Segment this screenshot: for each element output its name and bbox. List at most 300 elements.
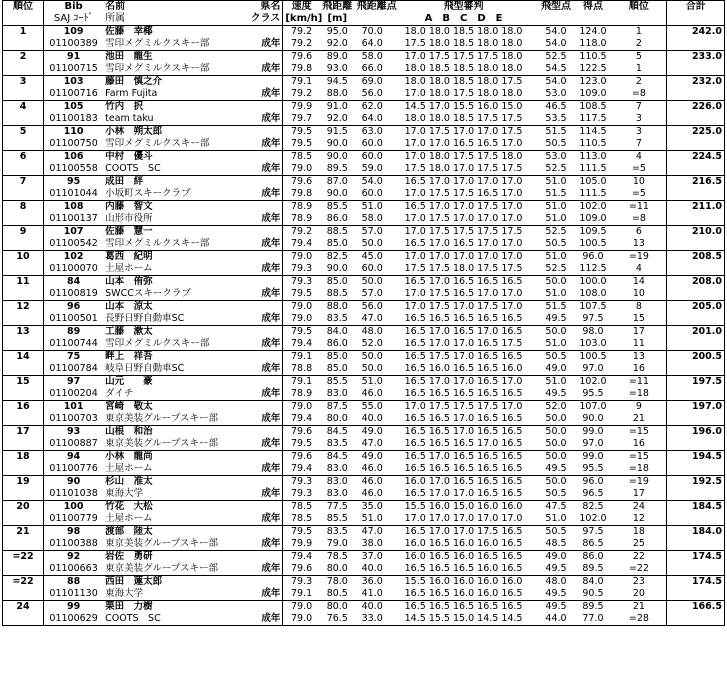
total-cell: 197.5 (667, 376, 725, 389)
rank-cell-empty (3, 588, 44, 601)
rank-cell-empty (3, 263, 44, 276)
speed-cell: 79.9 (283, 101, 320, 114)
athlete-name: 山元 豪 (103, 376, 237, 389)
speed-cell: 79.0 (283, 601, 320, 614)
judge-scores-cell: 16.0 17.0 16.5 16.5 16.5 (390, 476, 538, 489)
round-rank-cell: 15 (611, 313, 666, 326)
rank-cell-empty (3, 388, 44, 401)
bib-cell: 93 (44, 426, 104, 439)
total-cell-empty (667, 238, 725, 251)
saj-code-cell: 01100887 (44, 438, 104, 451)
rank-cell-empty (3, 188, 44, 201)
distance-points-cell: 50.0 (355, 238, 390, 251)
table-header (3, 1, 725, 26)
rank-cell: 21 (3, 526, 44, 539)
distance-points-cell: 58.0 (355, 213, 390, 226)
distance-points-cell: 59.0 (355, 163, 390, 176)
judge-scores-cell: 17.0 17.0 16.5 16.5 17.0 (390, 138, 538, 151)
style-points-cell: 50.5 (538, 488, 575, 501)
style-points-cell: 51.0 (538, 213, 575, 226)
speed-cell: 78.5 (283, 501, 320, 514)
table-row (3, 501, 725, 514)
judge-scores-cell: 17.5 18.0 17.0 17.5 17.5 (390, 163, 538, 176)
table-row (3, 238, 725, 251)
speed-cell: 78.8 (283, 363, 320, 376)
header-name: 名前 (103, 1, 237, 14)
style-points-cell: 52.5 (538, 51, 575, 64)
total-cell-empty (667, 163, 725, 176)
rank-cell-empty (3, 363, 44, 376)
style-points-cell: 52.5 (538, 163, 575, 176)
distance-cell: 83.0 (320, 463, 355, 476)
saj-code-cell: 01100389 (44, 38, 104, 51)
style-points-cell: 49.5 (538, 388, 575, 401)
distance-points-cell: 40.0 (355, 601, 390, 614)
style-points-cell: 51.0 (538, 201, 575, 214)
judge-scores-cell: 16.5 16.5 16.5 16.5 16.5 (390, 463, 538, 476)
header-affiliation: 所属 (103, 13, 237, 26)
total-cell-empty (667, 413, 725, 426)
distance-points-cell: 50.0 (355, 276, 390, 289)
header-speed: 速度 (283, 1, 320, 14)
distance-points-cell: 62.0 (355, 101, 390, 114)
rank-cell: 20 (3, 501, 44, 514)
distance-cell: 88.0 (320, 301, 355, 314)
distance-cell: 78.0 (320, 576, 355, 589)
table-row (3, 451, 725, 464)
pref-cell (237, 276, 283, 289)
team-name: 雪印メグミルクスキー部 (103, 138, 237, 151)
header-bib: Bib (44, 1, 104, 14)
table-row (3, 213, 725, 226)
team-name: 土屋ホーム (103, 263, 237, 276)
score-cell: 84.0 (574, 576, 611, 589)
style-points-cell: 49.5 (538, 563, 575, 576)
table-row (3, 38, 725, 51)
round-rank-cell: 16 (611, 438, 666, 451)
style-points-cell: 49.5 (538, 313, 575, 326)
athlete-name: 宮崎 敬太 (103, 401, 237, 414)
total-cell: 194.5 (667, 451, 725, 464)
table-row (3, 313, 725, 326)
distance-cell: 88.5 (320, 226, 355, 239)
score-cell: 108.0 (574, 288, 611, 301)
distance-cell: 84.5 (320, 451, 355, 464)
rank-cell: 8 (3, 201, 44, 214)
distance-cell: 90.0 (320, 138, 355, 151)
score-cell: 124.0 (574, 26, 611, 39)
rank-cell: 18 (3, 451, 44, 464)
speed-cell: 78.5 (283, 513, 320, 526)
distance-points-cell: 64.0 (355, 38, 390, 51)
total-cell-empty (667, 88, 725, 101)
class-cell: 成年 (237, 238, 283, 251)
athlete-name: 小林 朔太郎 (103, 126, 237, 139)
score-cell: 97.0 (574, 363, 611, 376)
saj-code-cell: 01100663 (44, 563, 104, 576)
team-name: 岐阜日野自動車SC (103, 363, 237, 376)
header-saj-code: SAJ ｺｰﾄﾞ (44, 13, 104, 26)
bib-cell: 108 (44, 201, 104, 214)
style-points-cell: 49.0 (538, 363, 575, 376)
distance-points-cell: 45.0 (355, 251, 390, 264)
total-cell-empty (667, 513, 725, 526)
bib-cell: 95 (44, 176, 104, 189)
table-row (3, 576, 725, 589)
score-cell: 89.5 (574, 601, 611, 614)
speed-cell: 79.6 (283, 51, 320, 64)
table-row (3, 388, 725, 401)
distance-cell: 85.0 (320, 276, 355, 289)
distance-points-cell: 58.0 (355, 51, 390, 64)
judge-scores-cell: 16.5 17.0 17.0 17.5 16.5 (390, 526, 538, 539)
distance-cell: 85.0 (320, 238, 355, 251)
style-points-cell: 51.0 (538, 251, 575, 264)
team-name: ダイチ (103, 388, 237, 401)
judge-scores-cell: 18.0 18.0 18.5 17.5 17.5 (390, 113, 538, 126)
round-rank-cell: 4 (611, 263, 666, 276)
table-row (3, 426, 725, 439)
bib-cell: 102 (44, 251, 104, 264)
speed-cell: 78.5 (283, 151, 320, 164)
distance-cell: 92.0 (320, 38, 355, 51)
score-cell: 105.0 (574, 176, 611, 189)
speed-cell: 79.0 (283, 401, 320, 414)
score-cell: 102.0 (574, 201, 611, 214)
team-name: SWCCスキークラブ (103, 288, 237, 301)
speed-cell: 79.2 (283, 38, 320, 51)
table-row (3, 138, 725, 151)
round-rank-cell: 13 (611, 351, 666, 364)
class-cell: 成年 (237, 488, 283, 501)
pref-cell (237, 576, 283, 589)
round-rank-cell: 7 (611, 101, 666, 114)
score-cell: 110.5 (574, 51, 611, 64)
total-cell: 208.0 (667, 276, 725, 289)
judge-scores-cell: 16.5 16.5 16.0 16.0 16.5 (390, 588, 538, 601)
speed-cell: 79.3 (283, 476, 320, 489)
athlete-name: 佐藤 慧一 (103, 226, 237, 239)
table-row (3, 151, 725, 164)
judge-scores-cell: 17.0 17.5 17.5 17.5 17.0 (390, 401, 538, 414)
distance-cell: 78.5 (320, 551, 355, 564)
style-points-cell: 46.5 (538, 101, 575, 114)
pref-cell (237, 126, 283, 139)
total-cell-empty (667, 538, 725, 551)
round-rank-cell: 2 (611, 38, 666, 51)
judge-scores-cell: 16.5 17.0 17.0 16.5 16.5 (390, 488, 538, 501)
bib-cell: 107 (44, 226, 104, 239)
rank-cell-empty (3, 163, 44, 176)
style-points-cell: 50.5 (538, 238, 575, 251)
speed-cell: 79.7 (283, 113, 320, 126)
distance-points-cell: 51.0 (355, 201, 390, 214)
distance-points-cell: 46.0 (355, 476, 390, 489)
round-rank-cell: 23 (611, 576, 666, 589)
distance-cell: 83.5 (320, 313, 355, 326)
pref-cell (237, 76, 283, 89)
saj-code-cell: 01100779 (44, 513, 104, 526)
score-cell: 102.0 (574, 376, 611, 389)
saj-code-cell: 01100784 (44, 363, 104, 376)
distance-points-cell: 38.0 (355, 538, 390, 551)
speed-cell: 79.4 (283, 338, 320, 351)
table-row (3, 76, 725, 89)
athlete-name: 成田 絆 (103, 176, 237, 189)
score-cell: 123.0 (574, 76, 611, 89)
distance-points-cell: 52.0 (355, 338, 390, 351)
class-cell: 成年 (237, 338, 283, 351)
pref-cell (237, 476, 283, 489)
distance-points-cell: 51.0 (355, 513, 390, 526)
bib-cell: 97 (44, 376, 104, 389)
rank-cell: =22 (3, 551, 44, 564)
rank-cell: 7 (3, 176, 44, 189)
speed-cell: 79.8 (283, 63, 320, 76)
score-cell: 95.5 (574, 388, 611, 401)
score-cell: 109.0 (574, 88, 611, 101)
distance-cell: 87.5 (320, 401, 355, 414)
style-points-cell: 54.0 (538, 26, 575, 39)
round-rank-cell: =8 (611, 88, 666, 101)
score-cell: 97.5 (574, 526, 611, 539)
speed-cell: 79.4 (283, 413, 320, 426)
round-rank-cell: 9 (611, 401, 666, 414)
round-rank-cell: =5 (611, 188, 666, 201)
total-cell-empty (667, 388, 725, 401)
pref-cell (237, 376, 283, 389)
saj-code-cell: 01100703 (44, 413, 104, 426)
round-rank-cell: =19 (611, 476, 666, 489)
class-cell: 成年 (237, 313, 283, 326)
score-cell: 107.0 (574, 401, 611, 414)
score-cell: 90.0 (574, 413, 611, 426)
speed-cell: 79.9 (283, 538, 320, 551)
style-points-cell: 50.0 (538, 438, 575, 451)
score-cell: 96.0 (574, 476, 611, 489)
score-cell: 99.0 (574, 426, 611, 439)
round-rank-cell: 6 (611, 226, 666, 239)
total-cell: 211.0 (667, 201, 725, 214)
distance-cell: 80.0 (320, 563, 355, 576)
class-cell: 成年 (237, 38, 283, 51)
class-cell: 成年 (237, 288, 283, 301)
distance-cell: 84.0 (320, 326, 355, 339)
score-cell: 114.5 (574, 126, 611, 139)
round-rank-cell: 17 (611, 326, 666, 339)
athlete-name: 竹花 大松 (103, 501, 237, 514)
team-name: 東海大学 (103, 588, 237, 601)
total-cell-empty (667, 613, 725, 626)
distance-cell: 91.0 (320, 101, 355, 114)
style-points-cell: 53.0 (538, 88, 575, 101)
style-points-cell: 50.0 (538, 413, 575, 426)
class-cell: 成年 (237, 188, 283, 201)
round-rank-cell: 25 (611, 538, 666, 551)
athlete-name: 佐藤 幸椰 (103, 26, 237, 39)
speed-cell: 79.1 (283, 376, 320, 389)
athlete-name: 渡部 陸太 (103, 526, 237, 539)
distance-cell: 88.5 (320, 288, 355, 301)
style-points-cell: 47.5 (538, 501, 575, 514)
judge-scores-cell: 18.0 18.5 18.5 18.0 18.0 (390, 63, 538, 76)
team-name: 小坂町スキークラブ (103, 188, 237, 201)
class-cell: 成年 (237, 588, 283, 601)
score-cell: 107.5 (574, 301, 611, 314)
table-row (3, 263, 725, 276)
table-row (3, 188, 725, 201)
round-rank-cell: =5 (611, 163, 666, 176)
round-rank-cell: =28 (611, 613, 666, 626)
rank-cell-empty (3, 538, 44, 551)
score-cell: 111.5 (574, 188, 611, 201)
round-rank-cell: 13 (611, 238, 666, 251)
style-points-cell: 48.0 (538, 576, 575, 589)
total-cell: 232.0 (667, 76, 725, 89)
score-cell: 100.5 (574, 238, 611, 251)
round-rank-cell: 14 (611, 276, 666, 289)
saj-code-cell: 01100204 (44, 388, 104, 401)
style-points-cell: 51.0 (538, 513, 575, 526)
round-rank-cell: =18 (611, 388, 666, 401)
score-cell: 118.0 (574, 38, 611, 51)
rank-cell-empty (3, 463, 44, 476)
class-cell: 成年 (237, 613, 283, 626)
score-cell: 100.0 (574, 276, 611, 289)
judge-scores-cell: 16.0 16.5 16.0 16.0 16.5 (390, 538, 538, 551)
total-cell: 174.5 (667, 576, 725, 589)
athlete-name: 山本 涼太 (103, 301, 237, 314)
rank-cell-empty (3, 563, 44, 576)
class-cell: 成年 (237, 538, 283, 551)
distance-cell: 83.0 (320, 488, 355, 501)
distance-points-cell: 60.0 (355, 263, 390, 276)
team-name: 山形市役所 (103, 213, 237, 226)
distance-cell: 80.0 (320, 601, 355, 614)
style-points-cell: 50.0 (538, 276, 575, 289)
rank-cell-empty (3, 488, 44, 501)
class-cell: 成年 (237, 88, 283, 101)
pref-cell (237, 501, 283, 514)
distance-cell: 87.0 (320, 176, 355, 189)
rank-cell: 13 (3, 326, 44, 339)
header-jump-distance: 飛距離 (320, 1, 355, 14)
speed-cell: 79.6 (283, 176, 320, 189)
round-rank-cell: 17 (611, 488, 666, 501)
style-points-cell: 50.0 (538, 326, 575, 339)
class-cell: 成年 (237, 388, 283, 401)
total-cell: 192.5 (667, 476, 725, 489)
table-row (3, 26, 725, 39)
distance-cell: 80.0 (320, 413, 355, 426)
saj-code-cell: 01100750 (44, 138, 104, 151)
judge-scores-cell: 17.0 18.0 17.5 18.0 18.0 (390, 88, 538, 101)
saj-code-cell: 01100716 (44, 88, 104, 101)
distance-cell: 85.5 (320, 376, 355, 389)
round-rank-cell: 11 (611, 338, 666, 351)
saj-code-cell: 01100388 (44, 538, 104, 551)
saj-code-cell: 01100715 (44, 63, 104, 76)
table-row (3, 301, 725, 314)
score-cell: 99.0 (574, 451, 611, 464)
speed-cell: 79.3 (283, 263, 320, 276)
rank-cell: 4 (3, 101, 44, 114)
round-rank-cell: =15 (611, 451, 666, 464)
distance-cell: 88.0 (320, 88, 355, 101)
round-rank-cell: 8 (611, 301, 666, 314)
speed-cell: 79.0 (283, 301, 320, 314)
distance-points-cell: 51.0 (355, 376, 390, 389)
distance-points-cell: 55.0 (355, 401, 390, 414)
distance-points-cell: 56.0 (355, 88, 390, 101)
distance-cell: 83.0 (320, 476, 355, 489)
distance-points-cell: 33.0 (355, 613, 390, 626)
bib-cell: 100 (44, 501, 104, 514)
style-points-cell: 51.0 (538, 176, 575, 189)
athlete-name: 工藤 漱太 (103, 326, 237, 339)
speed-cell: 79.3 (283, 576, 320, 589)
distance-cell: 92.0 (320, 113, 355, 126)
score-cell: 86.5 (574, 538, 611, 551)
athlete-name: 内藤 智文 (103, 201, 237, 214)
distance-cell: 77.5 (320, 501, 355, 514)
judge-scores-cell: 14.5 15.5 15.0 14.5 14.5 (390, 613, 538, 626)
total-cell-empty (667, 588, 725, 601)
distance-points-cell: 50.0 (355, 363, 390, 376)
judge-scores-cell: 17.0 17.0 17.0 17.0 17.0 (390, 251, 538, 264)
judge-scores-cell: 15.5 16.0 16.0 16.0 16.0 (390, 576, 538, 589)
judge-scores-cell: 16.5 16.5 17.0 16.5 16.5 (390, 426, 538, 439)
round-rank-cell: 2 (611, 76, 666, 89)
speed-cell: 79.5 (283, 438, 320, 451)
athlete-name: 山根 和治 (103, 426, 237, 439)
round-rank-cell: =11 (611, 376, 666, 389)
distance-cell: 91.5 (320, 126, 355, 139)
round-rank-cell: 7 (611, 138, 666, 151)
style-points-cell: 50.5 (538, 138, 575, 151)
total-cell: 210.0 (667, 226, 725, 239)
total-cell: 200.5 (667, 351, 725, 364)
rank-cell: 15 (3, 376, 44, 389)
distance-cell: 89.5 (320, 163, 355, 176)
table-row (3, 363, 725, 376)
saj-code-cell: 01100542 (44, 238, 104, 251)
score-cell: 77.0 (574, 613, 611, 626)
speed-cell: 79.5 (283, 326, 320, 339)
bib-cell: 90 (44, 476, 104, 489)
judge-scores-cell: 17.5 18.0 18.5 18.0 18.0 (390, 38, 538, 51)
bib-cell: 94 (44, 451, 104, 464)
judge-scores-cell: 18.0 18.0 18.5 18.0 17.5 (390, 76, 538, 89)
team-name: 東京美装グループスキー部 (103, 538, 237, 551)
score-cell: 113.0 (574, 151, 611, 164)
distance-cell: 79.0 (320, 538, 355, 551)
table-row (3, 113, 725, 126)
athlete-name: 池田 龍生 (103, 51, 237, 64)
pref-cell (237, 301, 283, 314)
score-cell: 122.5 (574, 63, 611, 76)
bib-cell: 105 (44, 101, 104, 114)
distance-points-cell: 48.0 (355, 326, 390, 339)
saj-code-cell: 01100183 (44, 113, 104, 126)
distance-points-cell: 69.0 (355, 76, 390, 89)
distance-points-cell: 70.0 (355, 26, 390, 39)
total-cell: 205.0 (667, 301, 725, 314)
total-cell: 196.0 (667, 426, 725, 439)
total-cell: 216.5 (667, 176, 725, 189)
speed-cell: 78.9 (283, 201, 320, 214)
saj-code-cell: 01100629 (44, 613, 104, 626)
